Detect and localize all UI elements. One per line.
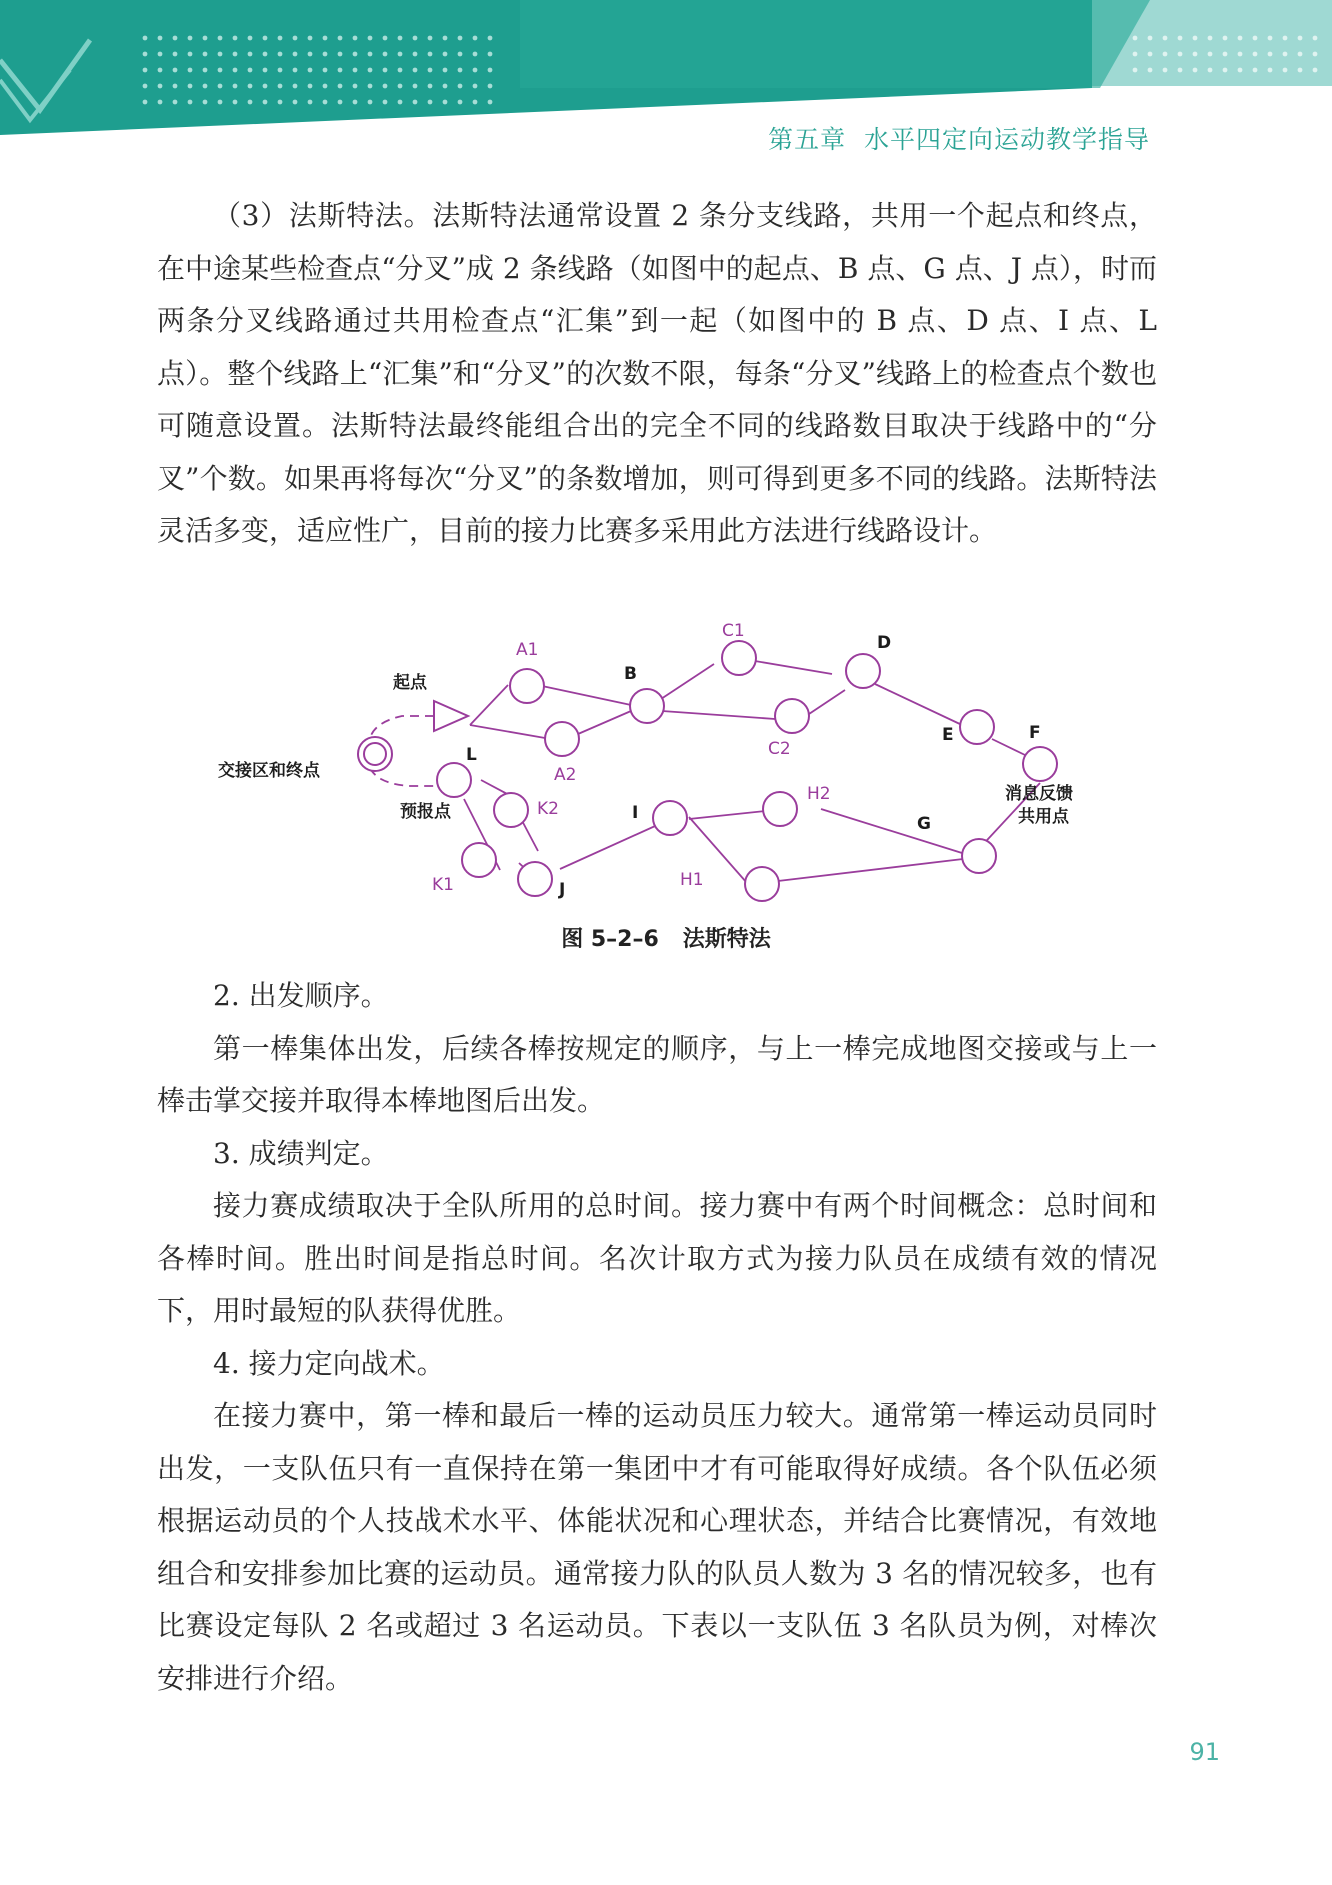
label-e: E	[942, 725, 954, 745]
body-text-top	[157, 190, 1157, 558]
chapter-title: 水平四定向运动教学指导	[863, 125, 1150, 154]
label-k1: K1	[432, 875, 454, 895]
label-c2: C2	[768, 739, 791, 759]
header-banner	[0, 0, 1332, 140]
fast-method-diagram	[200, 610, 1100, 910]
label-start: 起点	[393, 673, 427, 693]
label-feedback-2: 共用点	[1018, 807, 1069, 827]
control-h2	[763, 792, 797, 826]
section-heading: 3. 成绩判定。	[213, 1136, 389, 1170]
control-j	[518, 862, 552, 896]
control-g	[962, 839, 996, 873]
control-a2	[545, 722, 579, 756]
section-heading: 2. 出发顺序。	[213, 979, 389, 1012]
paragraph: 第一棒集体出发，后续各棒按规定的顺序，与上一棒完成地图交接或与上一棒击掌交接并取得本棒地图后出发。	[157, 1031, 1157, 1117]
label-l: L	[466, 745, 477, 765]
label-g: G	[917, 814, 931, 834]
label-k2: K2	[537, 799, 559, 819]
label-f: F	[1029, 723, 1041, 743]
control-k1	[462, 843, 496, 877]
control-c1	[722, 641, 756, 675]
label-j: J	[559, 880, 566, 900]
label-feedback-1: 消息反馈	[1005, 784, 1073, 804]
label-report: 预报点	[400, 802, 451, 822]
chapter-number: 第五章	[768, 125, 847, 154]
control-l	[437, 763, 471, 797]
label-b: B	[624, 664, 637, 684]
figure-number: 图 5–2–6	[561, 927, 659, 952]
figure-caption	[0, 922, 1332, 953]
paragraph: （3）法斯特法。法斯特法通常设置 2 条分支线路，共用一个起点和终点，在中途某些检查点“分叉”成 2 条线路（如图中的起点、B 点、G 点、J 点），时而两条分叉线路通过共用检查点“汇集”到一起（如图中的 B 点、D 点、I 点、L 点）。整个线路上“汇集”和“分叉”的次数不限，每条“分叉”线路上的检查点个数也可随意设置。法斯特法最终能组合出的完全不同的线路数目取决于线路中的“分叉”个数。如果再将每次“分叉”的条数增加，则可得到更多不同的线路。法斯特法灵活多变，适应性广，目前的接力比赛多采用此方法进行线路设计。	[157, 199, 1157, 547]
body-text-bottom	[157, 970, 1157, 1705]
control-i	[653, 801, 687, 835]
label-h2: H2	[807, 784, 831, 804]
label-d: D	[877, 633, 892, 653]
control-h1	[745, 867, 779, 901]
label-h1: H1	[680, 870, 704, 890]
handover-circle-inner	[364, 743, 386, 765]
label-a1: A1	[516, 640, 539, 660]
control-f	[1023, 747, 1057, 781]
start-triangle-icon	[434, 701, 468, 731]
figure-title: 法斯特法	[682, 927, 771, 952]
control-k2	[494, 793, 528, 827]
control-e	[960, 710, 994, 744]
control-c2	[775, 699, 809, 733]
label-a2: A2	[554, 765, 577, 785]
label-i: I	[632, 803, 639, 823]
paragraph: 接力赛成绩取决于全队所用的总时间。接力赛中有两个时间概念：总时间和各棒时间。胜出时间是指总时间。名次计取方式为接力队员在成绩有效的情况下，用时最短的队获得优胜。	[157, 1189, 1157, 1327]
chapter-header	[768, 120, 1150, 156]
label-handover: 交接区和终点	[218, 761, 320, 781]
control-a1	[510, 669, 544, 703]
control-d	[846, 654, 880, 688]
section-heading: 4. 接力定向战术。	[213, 1346, 445, 1380]
label-c1: C1	[722, 621, 745, 641]
paragraph: 在接力赛中，第一棒和最后一棒的运动员压力较大。通常第一棒运动员同时出发，一支队伍只有一直保持在第一集团中才有可能取得好成绩。各个队伍必须根据运动员的个人技战术水平、体能状况和心理状态，并结合比赛情况，有效地组合和安排参加比赛的运动员。通常接力队的队员人数为 3 名的情况较多，也有比赛设定每队 2 名或超过 3 名运动员。下表以一支队伍 3 名队员为例，对棒次安排进行介绍。	[157, 1399, 1157, 1695]
control-b	[630, 689, 664, 723]
page-number: 91	[1189, 1738, 1220, 1766]
